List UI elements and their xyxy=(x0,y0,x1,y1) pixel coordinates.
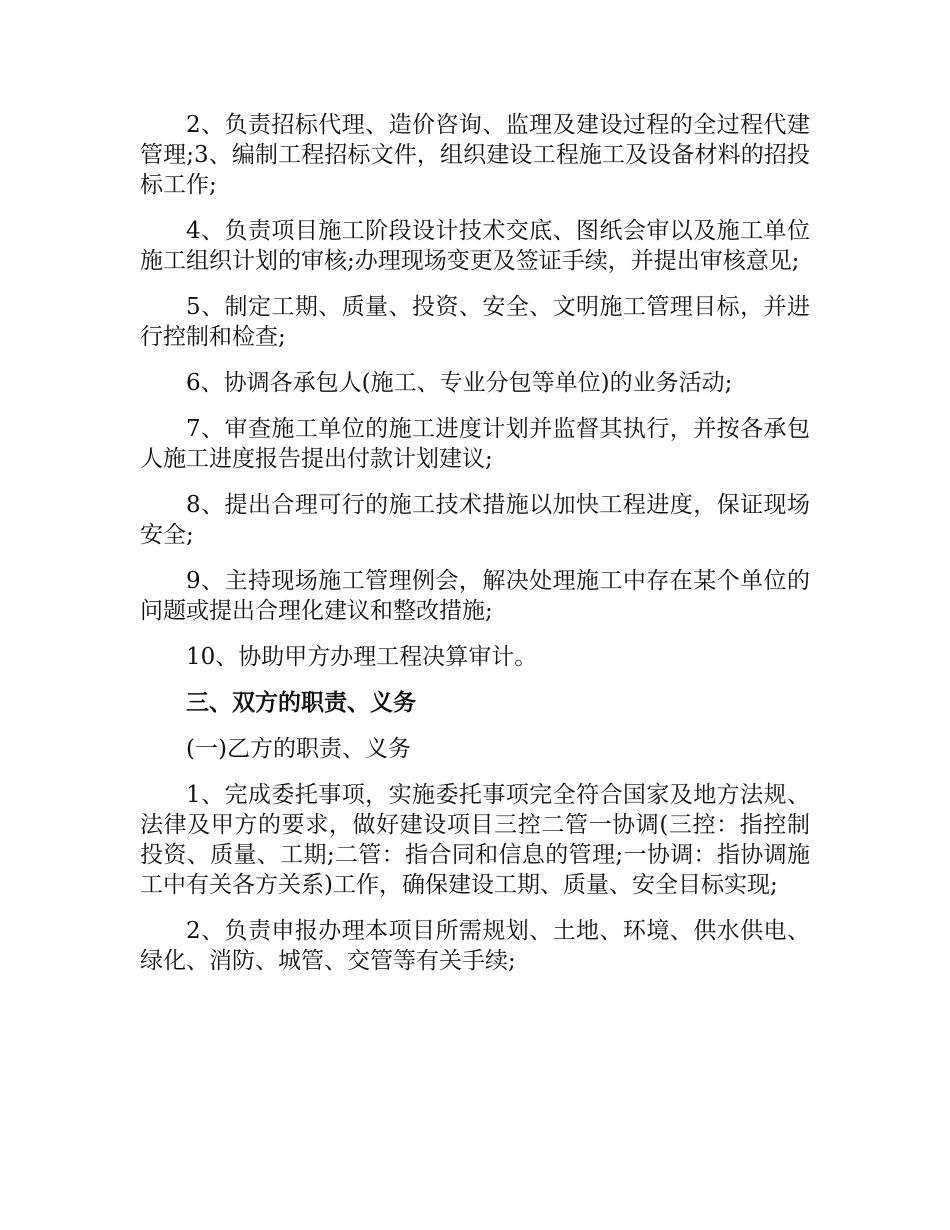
paragraph-duty-5: 5、制定工期、质量、投资、安全、文明施工管理目标，并进行控制和检查; xyxy=(140,294,810,350)
document-page xyxy=(140,110,810,992)
paragraph-duty-7: 7、审查施工单位的施工进度计划并监督其执行，并按各承包人施工进度报告提出付款计划建议; xyxy=(140,416,810,472)
paragraph-duty-2-3: 2、负责招标代理、造价咨询、监理及建设过程的全过程代建管理;3、编制工程招标文件，组织建设工程施工及设备材料的招投标工作; xyxy=(140,112,810,198)
paragraph-obligation-1: 1、完成委托事项，实施委托事项完全符合国家及地方法规、法律及甲方的要求，做好建设项目三控二管一协调(三控：指控制投资、质量、工期;二管：指合同和信息的管理;一协调：指协调施工中有关各方关系)工作，确保建设工期、质量、安全目标实现; xyxy=(140,782,810,898)
paragraph-obligation-2: 2、负责申报办理本项目所需规划、土地、环境、供水供电、绿化、消防、城管、交管等有关手续; xyxy=(140,918,810,974)
paragraph-duty-4: 4、负责项目施工阶段设计技术交底、图纸会审以及施工单位施工组织计划的审核;办理现场变更及签证手续，并提出审核意见; xyxy=(140,218,810,274)
paragraph-duty-6: 6、协调各承包人(施工、专业分包等单位)的业务活动; xyxy=(186,370,733,396)
paragraph-duty-8: 8、提出合理可行的施工技术措施以加快工程进度，保证现场安全; xyxy=(140,492,810,548)
section-heading: 三、双方的职责、义务 xyxy=(186,690,416,716)
paragraph-duty-10: 10、协助甲方办理工程决算审计。 xyxy=(186,644,538,670)
subsection-heading: (一)乙方的职责、义务 xyxy=(186,736,411,762)
paragraph-duty-9: 9、主持现场施工管理例会，解决处理施工中存在某个单位的问题或提出合理化建议和整改措施; xyxy=(140,568,810,624)
